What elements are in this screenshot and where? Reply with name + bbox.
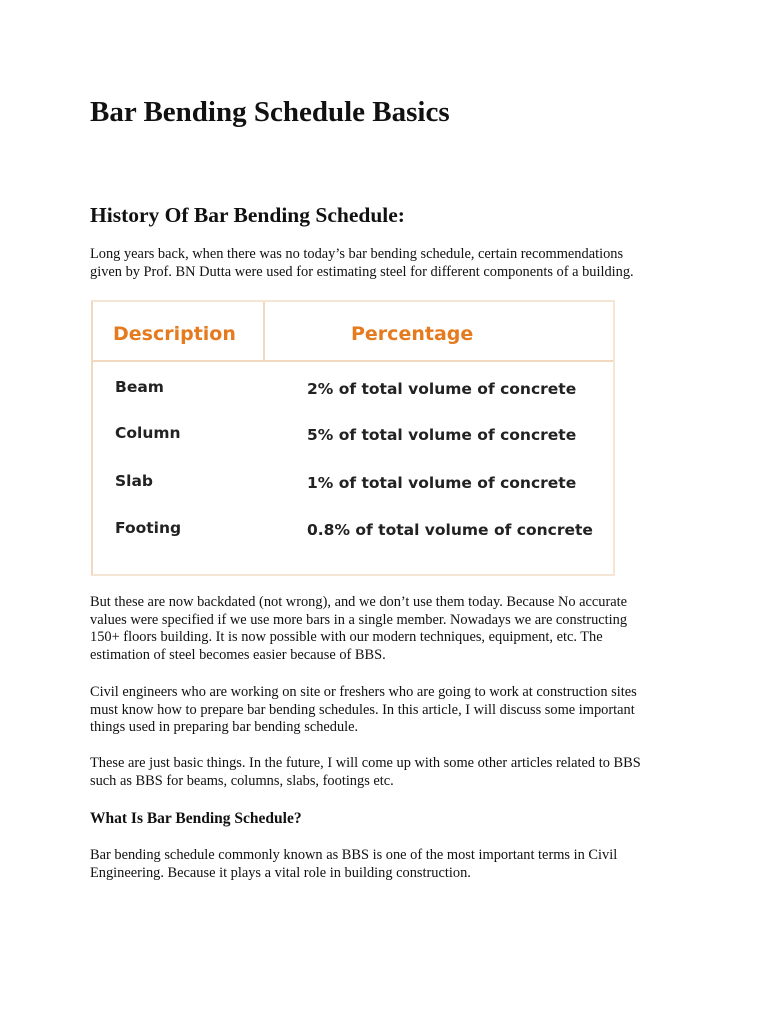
para3-line-2: must know how to prepare bar bending schedules. In this article, I will discuss some important xyxy=(90,701,635,718)
table-column-divider xyxy=(263,302,265,362)
table-row-value: 2% of total volume of concrete xyxy=(307,380,577,398)
para2-line-4: estimation of steel becomes easier because of BBS. xyxy=(90,646,386,663)
table-row-value: 5% of total volume of concrete xyxy=(307,426,577,444)
table-row xyxy=(93,376,613,406)
table-header-divider xyxy=(93,360,613,362)
table-header-description: Description xyxy=(113,323,236,345)
steel-percentage-table xyxy=(91,300,615,576)
para2-line-3: 150+ floors building. It is now possible with our modern techniques, equipment, etc. The xyxy=(90,629,603,646)
bbs-definition-paragraph xyxy=(90,847,680,882)
intro-line-2: given by Prof. BN Dutta were used for estimating steel for different components of a building. xyxy=(90,263,634,280)
intro-line-1: Long years back, when there was no today’s bar bending schedule, certain recommendations xyxy=(90,246,624,262)
para5-line-2: Engineering. Because it plays a vital role in building construction. xyxy=(90,864,471,881)
what-is-bbs-heading: What Is Bar Bending Schedule? xyxy=(90,810,302,827)
intro-paragraph xyxy=(90,246,680,281)
para3-line-1: Civil engineers who are working on site or freshers who are going to work at construction sites xyxy=(90,684,637,700)
civil-engineers-paragraph xyxy=(90,684,680,737)
table-row-item: Footing xyxy=(115,519,182,537)
history-heading: History Of Bar Bending Schedule: xyxy=(90,203,405,227)
table-row-value: 0.8% of total volume of concrete xyxy=(307,521,593,539)
para4-line-2: such as BBS for beams, columns, slabs, footings etc. xyxy=(90,772,394,789)
para2-line-1: But these are now backdated (not wrong), and we don’t use them today. Because No accurate xyxy=(90,594,628,610)
table-row-item: Beam xyxy=(115,378,164,396)
para2-line-2: values were specified if we use more bars in a single member. Nowadays we are constructing xyxy=(90,611,628,628)
table-row-item: Slab xyxy=(115,472,154,490)
table-row xyxy=(93,470,613,500)
page-title: Bar Bending Schedule Basics xyxy=(90,96,450,128)
para4-line-1: These are just basic things. In the future, I will come up with some other articles related to BBS xyxy=(90,755,641,771)
para3-line-3: things used in preparing bar bending schedule. xyxy=(90,719,359,736)
para5-line-1: Bar bending schedule commonly known as BBS is one of the most important terms in Civil xyxy=(90,847,618,863)
table-row-value: 1% of total volume of concrete xyxy=(307,474,577,492)
table-row-item: Column xyxy=(115,424,181,442)
table-header-percentage: Percentage xyxy=(351,323,474,345)
basic-things-paragraph xyxy=(90,755,680,790)
table-row xyxy=(93,517,613,547)
backdated-paragraph xyxy=(90,594,680,664)
table-row xyxy=(93,422,613,452)
